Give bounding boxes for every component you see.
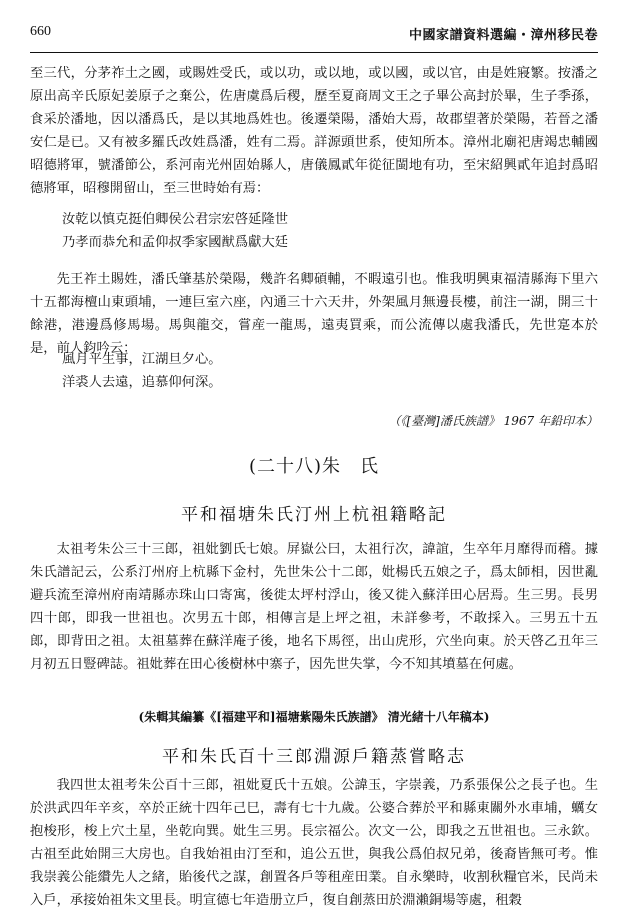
pan-origin-paragraph: 先王祚土賜姓，潘氏肇基於榮陽，幾許名卿碩輔，不暇遠引也。惟我明興東福清縣海下里六十五都海檀山東頭埔，一連巨室六座，內通三十六天井，外架風月無邊長樓，前注一湖，開三十餘港，港邊爲修馬場。馬與龍交，嘗産一龍馬，遠夷買乘，而公流傳以處我潘氏，先世寔本於是，前人鈞吟云： <box>30 272 598 356</box>
poem-line-2: 洋裘人去遠，追慕仰何深。 <box>62 375 222 390</box>
fu-tang-paragraph: 太祖考朱公三十三郎，祖妣劉氏七娘。屏嶽公曰，太祖行次，諱誼，生卒年月靡得而稽。據朱氏譜記云，公系汀州府上杭縣下金村，先世朱公十二郎，妣楊氏五娘之子，爲太師相，因世亂避兵流至漳州府南靖縣赤珠山口寄寓，後徙太坪村浮山，後又徙入蘇洋田心居焉。生三男。長男四十郎，即我一世祖也。次男五十郎，相傳言是上坪之祖，未詳參考，不敢採入。三男五十五郎，即背田之祖。太祖墓葬在蘇洋庵子後，地名下馬徑，出山虎形，穴坐向東。於天啓乙丑年三月初五日豎碑誌。祖妣葬在田心後樹林中寨子，因先世失掌，今不知其墳墓在何處。 <box>30 542 598 672</box>
generation-verse-line-1: 汝乾以慎克挺伯卿侯公君宗宏啓延隆世 <box>62 212 289 227</box>
source-citation-pan: （《[臺灣]潘氏族譜》 1967 年鉛印本） <box>388 414 598 428</box>
article-title-pinghe: 平和朱氏百十三郎淵源戶籍蒸嘗略志 <box>162 747 466 767</box>
page-number: 660 <box>30 24 51 39</box>
running-title: 中國家譜資料選編・漳州移民卷 <box>408 28 598 43</box>
header-rule <box>30 52 598 53</box>
pan-lineage-paragraph: 至三代，分茅祚土之國，或賜姓受氏，或以功，或以地，或以國，或以官，由是姓寢繁。按潘之原出高辛氏原妃姜原子之棄公，佐唐虞爲后稷，歷至夏商周文王之子畢公高封於畢，生子季孫，食采於潘地，因以潘爲氏，是以其地爲姓也。後遷榮陽，潘始大焉，故郡望著於榮陽，若晉之潘安仁是已。又有被多羅氏改姓爲潘，姓有二焉。詳源頭世系，使知所本。漳州北廟祀唐竭忠輔國昭德將軍，號潘節公，系河南光州固始縣人，唐儀鳳貳年從征閩地有功，至宋紹興貳年追封爲昭德將軍，昭穆開留山，至三世時始有焉： <box>30 66 598 196</box>
page-header <box>30 24 598 48</box>
poem-line-1: 風月平生事，江湖旦夕心。 <box>62 352 222 367</box>
pinghe-paragraph: 我四世太祖考朱公百十三郎，祖妣夏氏十五娘。公諱玉，字崇義，乃系張保公之長子也。生於洪武四年辛亥，卒於正統十四年己巳，壽有七十九歲。公婆合葬於平和縣東關外水車埔，蠣女抱梭形，梭上穴土星，坐乾向巽。妣生三男。長宗福公。次文一公，即我之五世祖也。三永欽。古祖至此始開三大房也。自我始祖由汀至和，追公五世，與我公爲伯叔兄弟，後裔皆無可考。惟我崇義公能纘先人之緒，貽後代之謀，創置各戶等租産田業。自永樂時，收割秋糧官米，民尚未入戶，承接始祖朱文里長。明宣德七年造册立戶，復自創蒸田於淵瀨銅場等處，租穀 <box>30 778 598 908</box>
article-title-fu-tang: 平和福塘朱氏汀州上杭祖籍略記 <box>181 505 447 525</box>
clan-heading-zhu: (二十八)朱 氏 <box>248 456 380 477</box>
source-citation-zhu: (朱輯其編纂《[福建平和]福塘紫陽朱氏族譜》 清光緒十八年稿本) <box>138 710 490 724</box>
generation-verse-line-2: 乃孝而恭允和孟仰叔季家國猷爲獻大廷 <box>62 235 289 250</box>
